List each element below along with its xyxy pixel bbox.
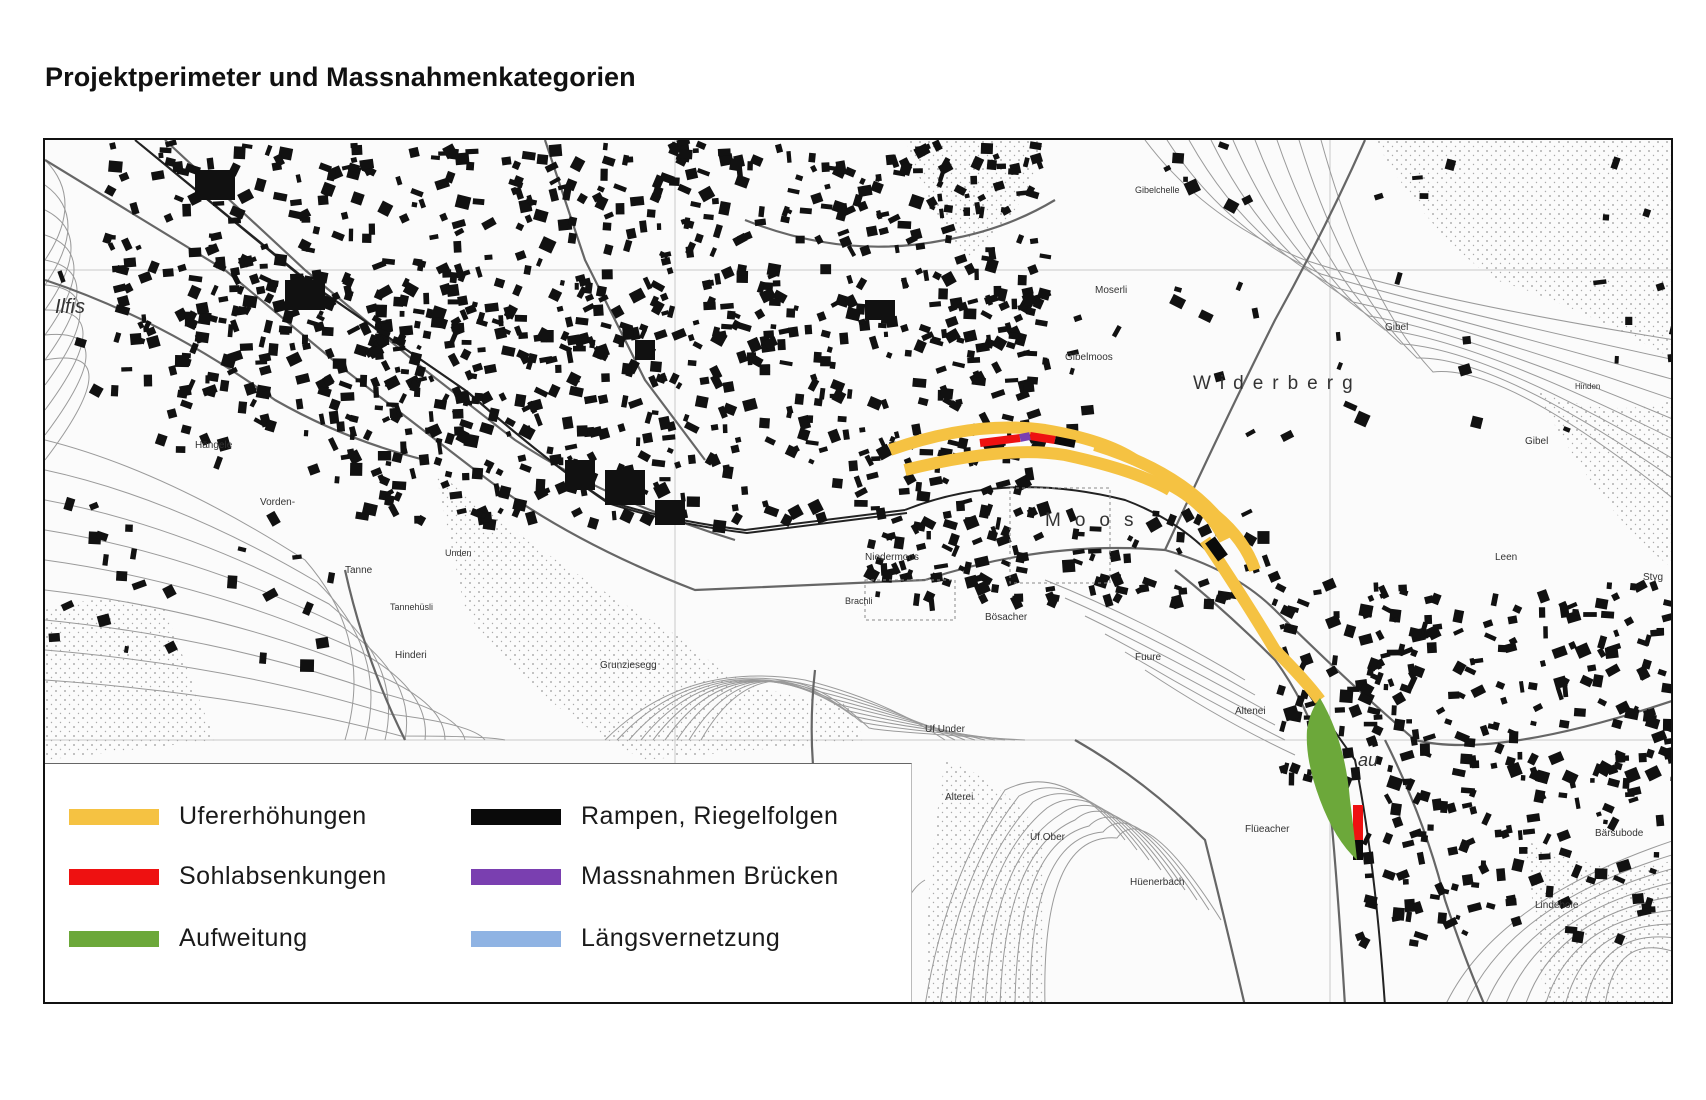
legend-item-sohlabsenkungen — [69, 862, 387, 891]
map-label-au: au — [1358, 750, 1379, 770]
map-label-haengele: Hängele — [195, 440, 233, 451]
legend-swatch — [69, 809, 159, 825]
legend-swatch — [471, 931, 561, 947]
map-label-baersubode: Bärsubode — [1595, 828, 1644, 839]
measure-aufweitung — [1307, 698, 1357, 860]
legend-label: Sohlabsenkungen — [179, 862, 387, 890]
legend-label: Ufererhöhungen — [179, 802, 367, 830]
legend-item-rampen-riegelfolgen — [471, 802, 838, 831]
map-label-boesacher: Bösacher — [985, 612, 1028, 623]
legend-swatch — [471, 869, 561, 885]
map-label-unden: Unden — [445, 548, 472, 558]
map-label-leen: Leen — [1495, 552, 1518, 563]
measure-sohlabsenkung — [980, 438, 1020, 443]
legend-label: Rampen, Riegelfolgen — [581, 802, 839, 830]
map-label-uf-ober: Uf Ober — [1030, 832, 1066, 843]
map-label-gibel-2: Gibel — [1525, 436, 1549, 447]
legend-item-aufweitung — [69, 924, 308, 953]
map-label-hinden: Hinden — [1575, 382, 1601, 391]
legend-swatch — [471, 809, 561, 825]
map-label-moos: Moos — [1045, 510, 1148, 531]
legend-item-laengsvernetzung — [471, 924, 780, 953]
measure-bruecke — [1020, 436, 1030, 438]
map-label-tannehuesli: Tannehüsli — [390, 602, 434, 612]
map-label-ilfis: Ilfis — [55, 296, 85, 318]
map-label-alterei: Alterei — [945, 792, 974, 803]
measure-rampe — [1055, 440, 1075, 444]
map-label-brachli: Brachli — [845, 596, 873, 606]
map-frame — [43, 138, 1673, 1004]
map-label-hueenerbach: Hüenerbach — [1130, 877, 1185, 888]
page-title: Projektperimeter und Massnahmenkategorien — [45, 62, 636, 92]
map-label-flueacher: Flüeacher — [1245, 824, 1290, 835]
legend-label: Längsvernetzung — [581, 924, 781, 952]
legend-label: Aufweitung — [179, 924, 308, 952]
map-label-tanne: Tanne — [345, 565, 373, 576]
map-label-gibel: Gibel — [1385, 322, 1409, 333]
map-label-widerberg: Widerberg — [1193, 373, 1362, 394]
measure-ufererhoehung — [1205, 540, 1320, 700]
map-label-styg: Styg — [1643, 572, 1664, 583]
map-label-gibelmoos: Gibelmoos — [1065, 352, 1113, 363]
legend-swatch — [69, 931, 159, 947]
map-label-vorden: Vorden- — [260, 497, 296, 508]
map-label-hinderi: Hinderi — [395, 650, 427, 661]
map-label-moserli: Moserli — [1095, 285, 1128, 296]
map-label-grunziesegg: Grunziesegg — [600, 660, 657, 671]
measure-sohlabsenkung — [1030, 436, 1055, 440]
map-label-gibelchelle: Gibelchelle — [1135, 185, 1180, 195]
legend-label: Massnahmen Brücken — [581, 862, 839, 890]
map-label-fuure: Fuure — [1135, 652, 1162, 663]
legend-item-ufererhoehungen — [69, 802, 367, 831]
map-label-lindehole: Lindehole — [1535, 900, 1579, 911]
legend-item-massnahmen-bruecken — [471, 862, 839, 891]
map-label-uf-under: Uf Under — [925, 724, 966, 735]
map-label-altenei: Altenei — [1235, 706, 1266, 717]
map-legend — [45, 763, 912, 1002]
legend-swatch — [69, 869, 159, 885]
map-label-niedermoos: Niedermoos — [865, 552, 919, 563]
